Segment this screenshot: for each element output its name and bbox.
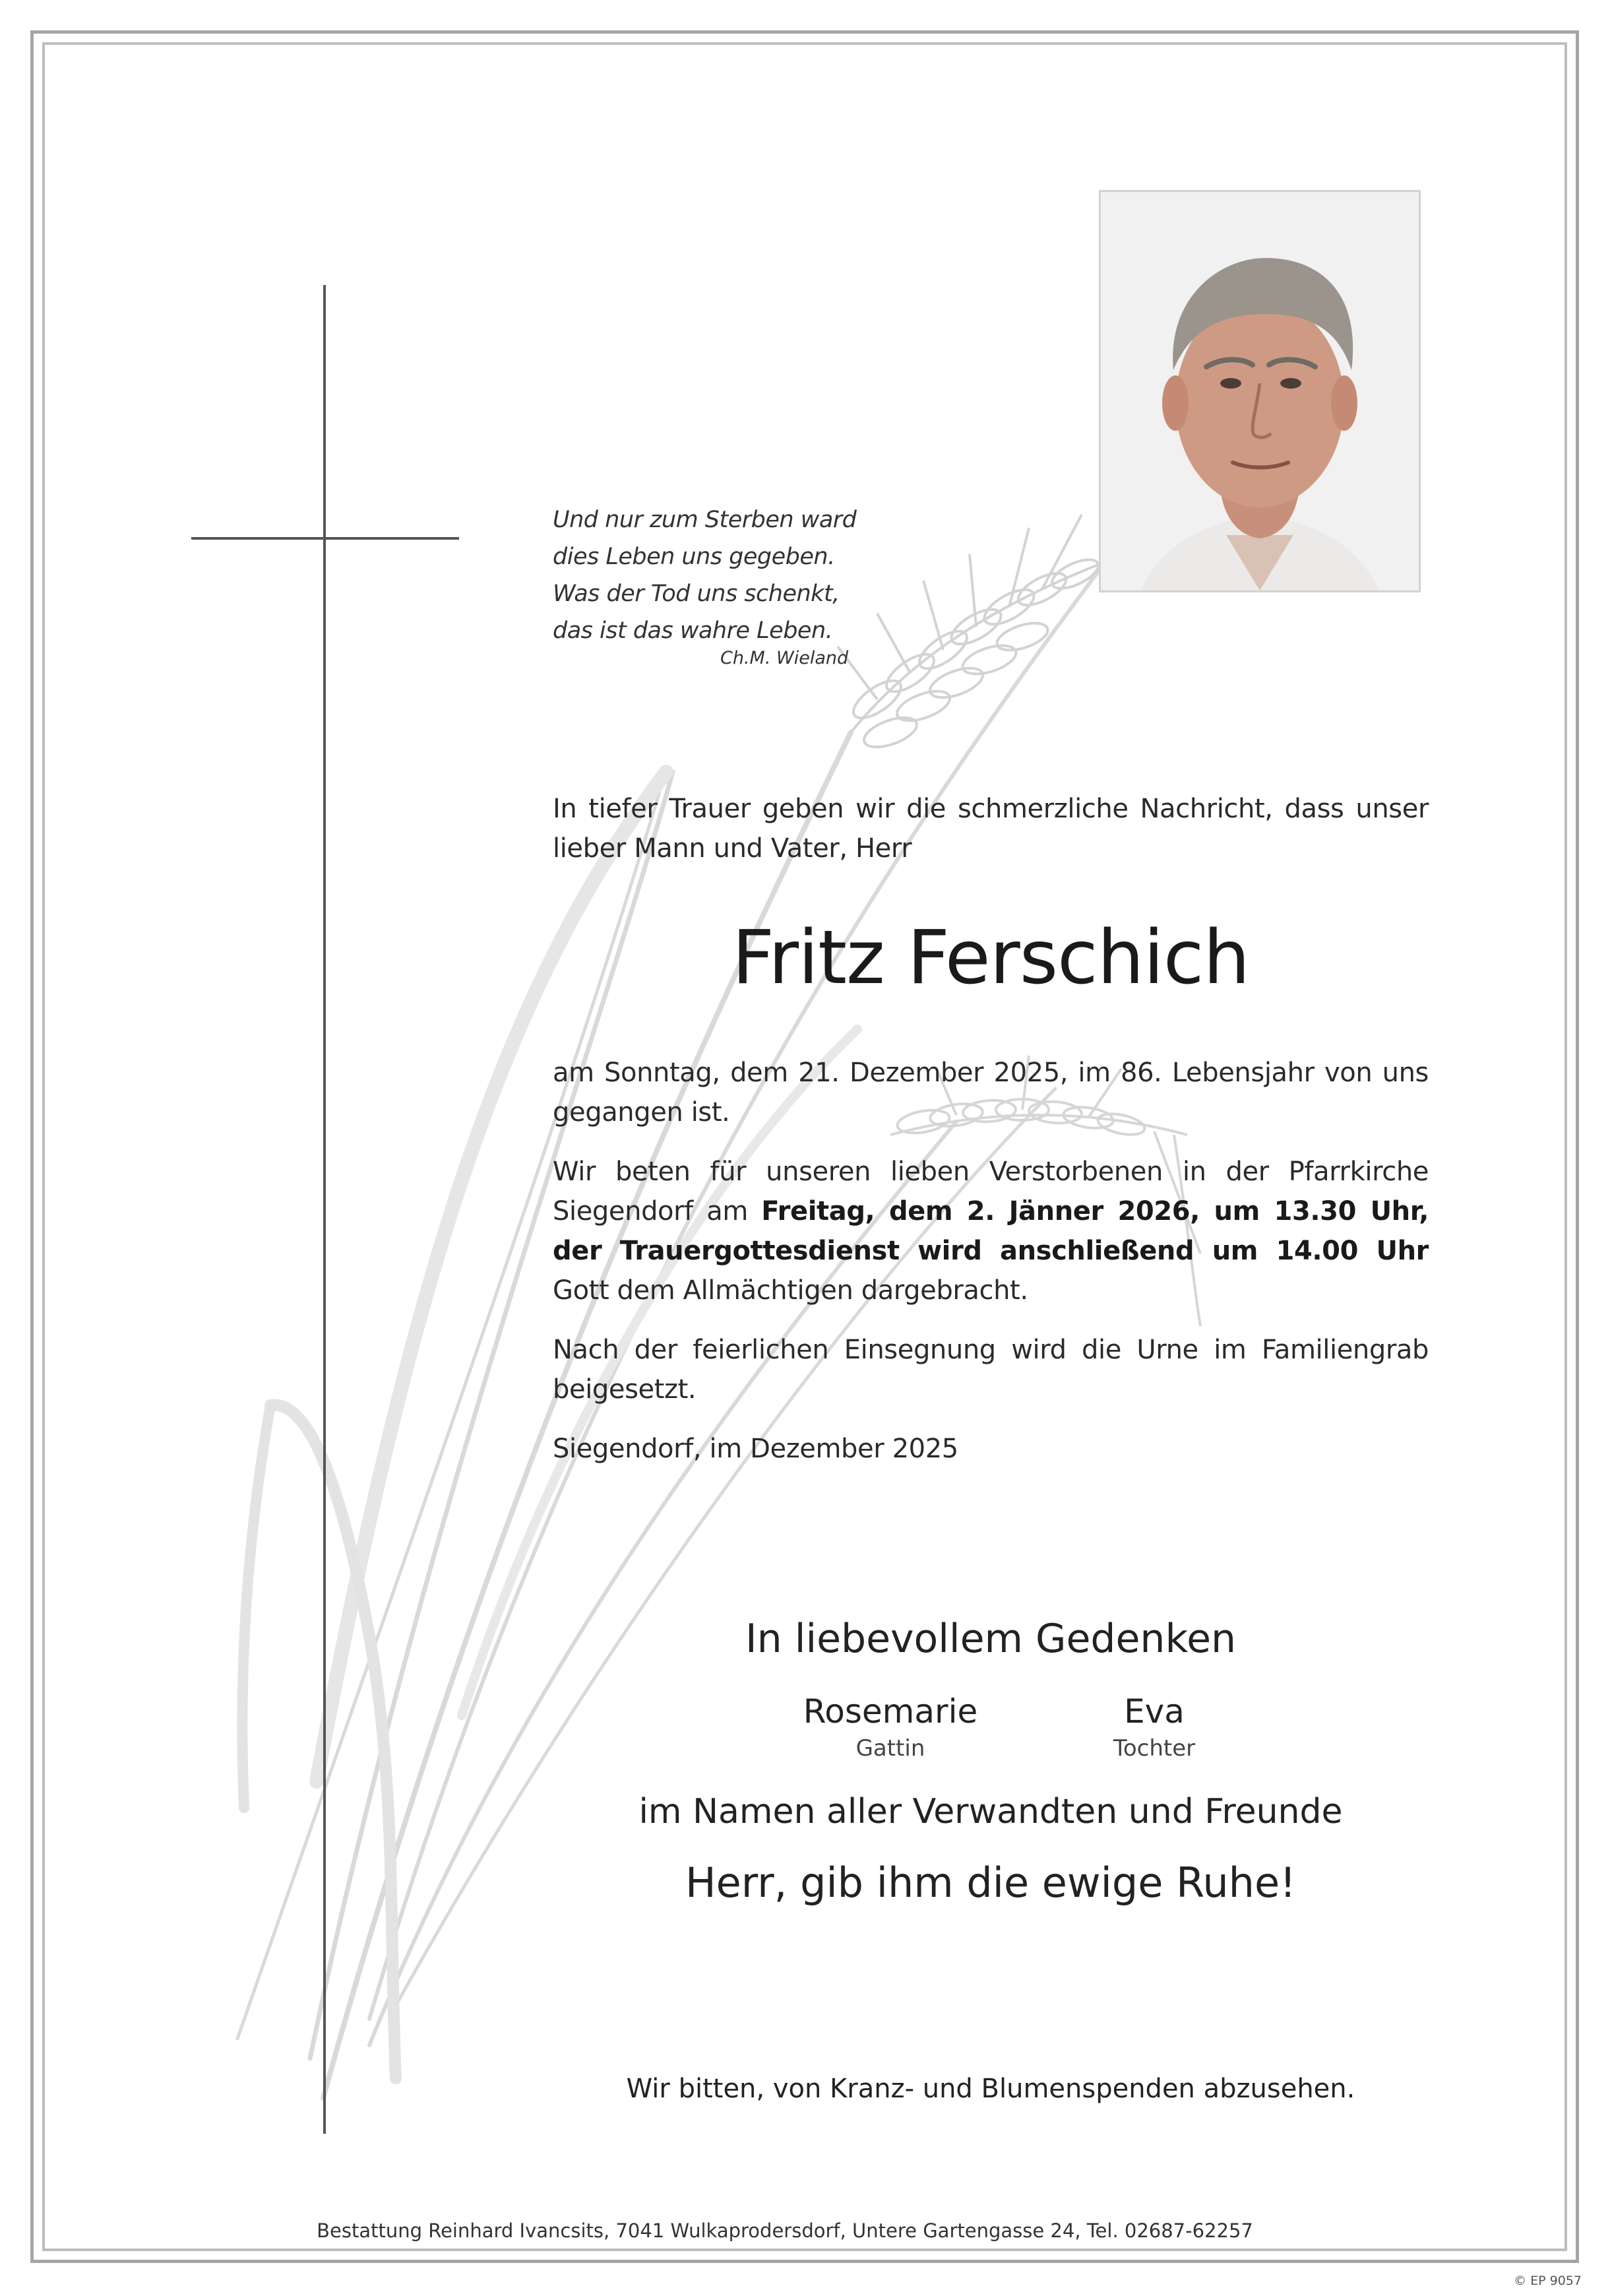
cross-horizontal-bar	[191, 537, 459, 540]
quote-line: das ist das wahre Leben.	[553, 618, 833, 644]
quote-line: Und nur zum Sterben ward	[553, 507, 857, 533]
portrait-photo	[1099, 190, 1421, 592]
on-behalf-line: im Namen aller Verwandten und Freunde	[638, 1792, 1343, 1832]
service-text-end: Gott dem Allmächtigen dargebracht.	[553, 1275, 1028, 1306]
mourner-name: Rosemarie	[803, 1692, 978, 1731]
service-details	[553, 1152, 1429, 1310]
announcement-intro: In tiefer Trauer geben wir die schmerzliche Nachricht, dass unser lieber Mann und Vater, Herr	[553, 794, 1429, 864]
place-and-date: Siegendorf, im Dezember 2025	[553, 1434, 958, 1464]
death-notice: am Sonntag, dem 21. Dezember 2025, im 86. Lebensjahr von uns gegangen ist.	[553, 1058, 1429, 1128]
donation-request: Wir bitten, von Kranz- und Blumenspenden abzusehen.	[626, 2074, 1355, 2104]
burial-notice: Nach der feierlichen Einsegnung wird die Urne im Familiengrab beigesetzt.	[553, 1335, 1429, 1405]
quote-line: Was der Tod uns schenkt,	[553, 581, 840, 607]
quote-author: Ch.M. Wieland	[720, 648, 849, 668]
mourners-heading: In liebevollem Gedenken	[745, 1616, 1237, 1662]
mourner-relation: Gattin	[855, 1735, 925, 1762]
portrait-illustration	[1101, 192, 1419, 590]
deceased-name: Fritz Ferschich	[731, 915, 1250, 1001]
mourner-name: Eva	[1124, 1692, 1185, 1731]
funeral-home-footer: Bestattung Reinhard Ivancsits, 7041 Wulkaprodersdorf, Untere Gartengasse 24, Tel. 02687-62257	[317, 2219, 1253, 2242]
cross-vertical-bar	[323, 285, 326, 2134]
service-text: Wir beten für unseren lieben Verstorbenen in der Pfarrkirche Siegendorf am	[553, 1157, 1429, 1227]
mourner-relation: Tochter	[1113, 1735, 1196, 1762]
template-code: © EP 9057	[1514, 2274, 1582, 2288]
mourner-1	[759, 1690, 1022, 1764]
memorial-quote	[553, 501, 856, 649]
mourner-2	[1022, 1690, 1286, 1764]
quote-line: dies Leben uns gegeben.	[553, 544, 835, 570]
service-date-time: Freitag, dem 2. Jänner 2026, um 13.30 Uhr, der Trauergottesdienst wird anschließend um 14.00 Uhr	[553, 1196, 1429, 1266]
prayer-line: Herr, gib ihm die ewige Ruhe!	[685, 1859, 1296, 1907]
